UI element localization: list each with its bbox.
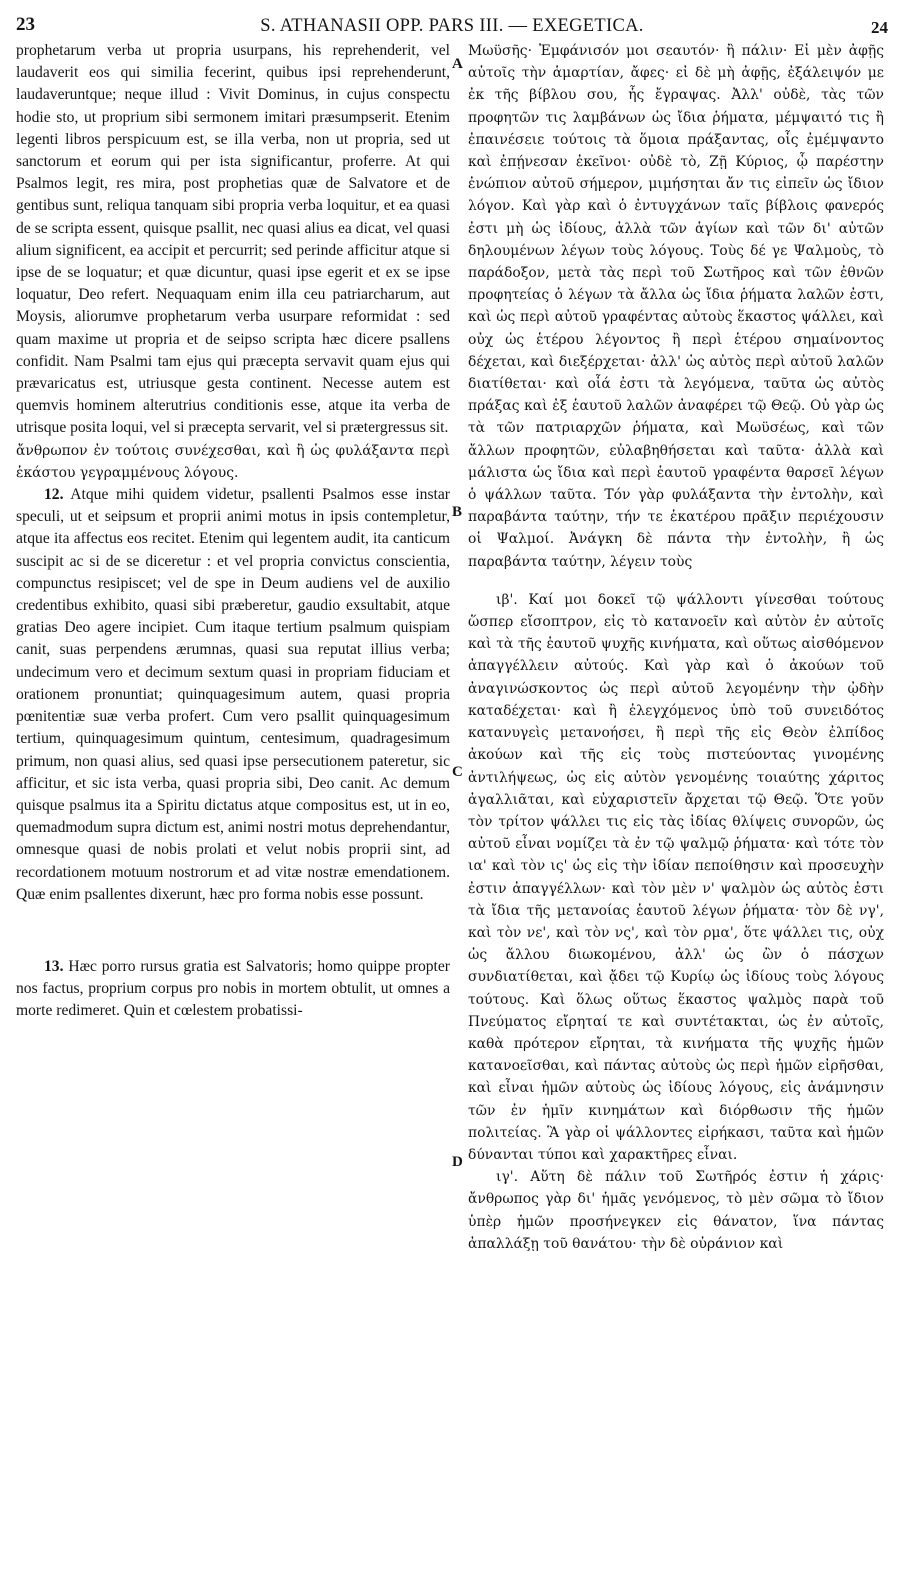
latin-paragraph-12-text: Atque mihi quidem videtur, psallenti Psalmos esse instar speculi, ut et seipsum et proprii animi motus in ipsis contempletur, atque ita affectus eos recitet. Etenim qui legentem audit, ita canticum suscipit ac si de se diceretur : et vel propria convictus conscientia, compunctus resipiscet; vel de spe in Deum audiens vel de auxilio credentibus exhibito, quasi sibi præberetur, gaudio exsultabit, atque gratias Deo agere incipiet. Cum itaque tertium psalmum quispiam canit, suas perpendens ærumnas, quasi sua reputat illius verba; undecimum vero et decimum sextum quasi in propriam fiduciam et orationem pronuntiat; quinquagesimum autem, quasi propria pœnitentiæ suæ verba profert. Cum vero psallit quinquagesimum tertium, quinquagesimum quintum, centesimum, quadragesimum primum, non quasi alius, sed quasi ipse persecutionem pateretur, sic afficitur, et sic ista verba, quasi propria sibi, Deo canit. Ac demum quisque psalmus ita a Spiritu dictatus atque compositus est, ut in eo, quemadmodum supra dictum est, animi nostri motus deprehendantur, omnesque quasi de nobis prolati et velut nobis proprii sint, ad recordationem motuum nostrorum et ad vitæ nostræ emendationem. Quæ enim psallentes dixerunt, hæc pro forma nobis esse possunt. <box>16 486 450 903</box>
greek-paragraph-continued: Μωϋσῆς· Ἐμφάνισόν μοι σεαυτόν· ἢ πάλιν· Εἰ μὲν ἀφῇς αὐτοῖς τὴν ἁμαρτίαν, ἄφες· εἰ δὲ μὴ ἀφῇς, ἐξάλειψόν με ἐκ τῆς βίβλου σου, ἧς ἔγραψας. Ἀλλ' οὐδὲ, τὰς τῶν προφητῶν τις λαμβάνων ὡς ἴδια ῥήματα, μέμψαιτό τις ἢ ἐπαινέσειε τούτοις τὰ ὅμοια πράξαντας, οἷς ἐμέμψαντο καὶ ἐπῄνεσαν ἐκεῖνοι· οὐδὲ τὸ, Ζῇ Κύριος, ᾧ παρέστην ἐνώπιον αὐτοῦ σήμερον, μιμήσηται ἄν τις εἰπεῖν ὡς ἴδιον λόγον. Καὶ γὰρ καὶ ὁ ἐντυγχάνων ταῖς βίβλοις φανερός ἐστι μὴ ὡς ἰδίους, ἀλλὰ τῶν ἁγίων καὶ τῶν δι' αὐτῶν δηλουμένων λέγων τοὺς λόγους. Τοὺς δέ γε Ψαλμοὺς, τὸ παράδοξον, μετὰ τὰς περὶ τοῦ Σωτῆρος καὶ τῶν ἐθνῶν προφητείας ὁ λέγων τὰ ἄλλα ὡς ἴδια ῥήματα λαλῶν ἐστι, καὶ ὡς περὶ αὐτοῦ γραφέντας αὐτοὺς ἕκαστος ψάλλει, καὶ οὐχ ὡς ἑτέρου λέγοντος ἢ περὶ ἑτέρου σημαίνοντος δέχεται, καὶ διεξέρχεται· ἀλλ' ὡς αὐτὸς περὶ αὐτοῦ λαλῶν διατίθεται· καὶ οἷά ἐστι τὰ λεγόμενα, ταῦτα ὡς αὐτὸς πράξας καὶ ἐξ ἑαυτοῦ λαλῶν ἀναφέρει τῷ Θεῷ. Οὐ γὰρ ὡς τὰ τῶν πατριαρχῶν ῥήματα, καὶ Μωϋσέως, καὶ τῶν ἄλλων προφητῶν, εὐλαβηθήσεται καὶ ταῦτα· ἀλλὰ καὶ μάλιστα ὡς ἴδια καὶ περὶ ἑαυτοῦ γραφέντα θαρσεῖ λέγων ὁ ψάλλων ταῦτα. Τόν γὰρ φυλάξαντα τὴν ἐντολὴν, καὶ παραβάντα ταύτην, τήν τε ἑκατέρου πρᾶξιν περιέχουσιν οἱ Ψαλμοί. Ἀνάγκη δὲ πάντα τὴν ἐντολὴν, ἢ ὡς παραβάντα ταύτην, λέγειν τοὺς <box>468 43 884 570</box>
section-number-13: 13. <box>44 957 64 975</box>
paragraph-gap <box>468 573 884 589</box>
page-header <box>16 10 888 40</box>
page-number-left: 23 <box>16 14 35 35</box>
latin-column <box>16 40 450 1023</box>
margin-letter-a: A <box>452 56 463 72</box>
greek-column <box>468 40 884 1255</box>
section-number-12: 12. <box>44 486 64 504</box>
greek-paragraph-13 <box>468 1166 884 1255</box>
latin-paragraph-13 <box>16 956 450 1023</box>
greek-section-number-12: ιβ'. <box>496 591 518 608</box>
greek-paragraph-12-text: Καί μοι δοκεῖ τῷ ψάλλοντι γίνεσθαι τούτους ὥσπερ εἴσοπτρον, εἰς τὸ κατανοεῖν καὶ αὐτὸν ἐν αὐτοῖς καὶ τὰ τῆς ἑαυτοῦ ψυχῆς κινήματα, καὶ οὕτως αἰσθόμενον ἀπαγγέλλειν αὐτούς. Καὶ γὰρ καὶ ὁ ἀκούων τοῦ ἀναγινώσκοντος ὡς περὶ αὐτοῦ λεγομένην τὴν ᾠδὴν καταδέχεται· καὶ ἢ ἐλεγχόμενος ὑπὸ τοῦ συνειδότος κατανυγεὶς μετανοήσει, ἢ περὶ τῆς εἰς Θεὸν ἐλπίδος ἀκούων καὶ τῆς εἰς τοὺς πιστεύοντας γινομένης ἀντιλήψεως, ὡς εἰς αὐτὸν γενομένης τοιαύτης χάριτος ἀγαλλιᾶται, καὶ εὐχαριστεῖν ἄρχεται τῷ Θεῷ. Ὅτε γοῦν τὸν τρίτον ψάλλει τις εἰς τὰς ἰδίας θλίψεις συνορῶν, ὡς αὐτοῦ εἶναι νομίζει τὰ ἐν τῷ ψαλμῷ ῥήματα· καὶ τότε τὸν ια' καὶ τὸν ις' ὡς εἰς τὴν ἰδίαν πεποίθησιν καὶ προσευχὴν ἐστιν ἀπαγγέλλων· καὶ τὸν μὲν ν' ψαλμὸν ὡς αὐτὸς ἐστι τὰ ἴδια τῆς μετανοίας ἑαυτοῦ λέγων ῥήματα· τὸν δὲ νγ', καὶ τὸν νε', καὶ τὸν νς', καὶ τὸν ρμα', ὅτε ψάλλει τις, οὐχ ὡς ἄλλου διωκομένου, ἀλλ' ὡς ὢν ὁ πάσχων συνδιατίθεται, καὶ ᾄδει τῷ Κυρίῳ ὡς ἰδίους τοὺς λόγους τούτους. Καὶ ὅλως οὕτως ἕκαστος ψαλμὸς παρὰ τοῦ Πνεύματος εἴρηταί τε καὶ συντέτακται, ὡς ἐν αὐτοῖς, καθὰ πρότερον εἴρηται, τὰ κινήματα τῆς ψυχῆς ἡμῶν κατανοεῖσθαι, καὶ πάντας αὐτοὺς ὡς περὶ ἡμῶν εἰρῆσθαι, καὶ εἶναι ἡμῶν αὐτοὺς ὡς ἰδίους λόγους, εἰς ἀνάμνησιν τῶν ἐν ἡμῖν κινημάτων καὶ διόρθωσιν τῆς ἡμῶν πολιτείας. Ἃ γὰρ οἱ ψάλλοντες εἰρήκασι, ταῦτα καὶ ἡμῶν δύνανται τύποι καὶ χαρακτῆρες εἶναι. <box>468 591 884 1163</box>
greek-paragraph-13-text: Αὕτη δὲ πάλιν τοῦ Σωτῆρός ἐστιν ἡ χάρις· ἄνθρωπος γὰρ δι' ἡμᾶς γενόμενος, τὸ μὲν σῶμα τὸ ἴδιον ὑπὲρ ἡμῶν προσήνεγκεν εἰς θάνατον, ἵνα πάντας ἀπαλλάξῃ τοῦ θανάτου· τὴν δὲ οὐράνιον καὶ <box>468 1169 884 1252</box>
greek-overflow-lines: ἄνθρωπον ἐν τούτοις συνέχεσθαι, καὶ ἢ ὡς φυλάξαντα περὶ ἑκάστου γεγραμμένους λόγους. <box>16 442 450 481</box>
latin-paragraph-13-text: Hæc porro rursus gratia est Salvatoris; homo quippe propter nos factus, proprium corpus pro nobis in mortem obtulit, ut omnes a morte redimeret. Quin et cœlestem probatissi- <box>16 957 450 1020</box>
margin-letter-c: C <box>452 764 463 780</box>
latin-paragraph-continued: prophetarum verba ut propria usurpans, his reprehenderit, vel laudaverit eos qui similia fecerint, quibus ipsi reprehenderunt, laudaveruntque; neque illud : Vivit Dominus, in cujus conspectu hodie sto, ut proprium sibi sermonem imitari præsumpserit. Etenim legenti libros perspicuum est, se illa verba, non ut propria, sed ut sanctorum et eorum qui per ista significantur, proferre. At qui Psalmos legit, res mira, post prophetias quæ de Salvatore et de gentibus sunt, reliqua tanquam sibi propria verba loquitur, et ea quasi de se scripta essent, quisque psallit, nec quasi alius ea dicat, vel quasi alium significent, ea accipit et percurrit; sed perinde afficitur atque si ipse de se loquatur; et quæ dicuntur, quasi ipse egerit et ex se ipse loquatur, Deo refert. Nequaquam enim illa ceu patriarcharum, aut Moysis, aliorumve prophetarum verba usurpare reformidat : sed quam maxime ut propria et de seipso scripta hæc dicere psallens confidit. Nam Psalmi tam ejus qui præcepta servavit quam ejus qui prævaricatus est, utriusque gesta continent. Necesse autem est quemvis hominem alterutrius conditionis esse, atque ita verba de utrisque posita loqui, vel si præcepta servarit, vel si prætergressus sit. <box>16 42 450 437</box>
margin-letter-d: D <box>452 1154 463 1170</box>
margin-letter-b: B <box>452 504 463 520</box>
paragraph-gap <box>16 906 450 956</box>
latin-paragraph-12 <box>16 484 450 906</box>
greek-section-number-13: ιγ'. <box>496 1169 518 1186</box>
greek-paragraph-12 <box>468 589 884 1166</box>
running-title: S. ATHANASII OPP. PARS III. — EXEGETICA. <box>260 16 644 36</box>
page-number-right: 24 <box>871 18 888 37</box>
